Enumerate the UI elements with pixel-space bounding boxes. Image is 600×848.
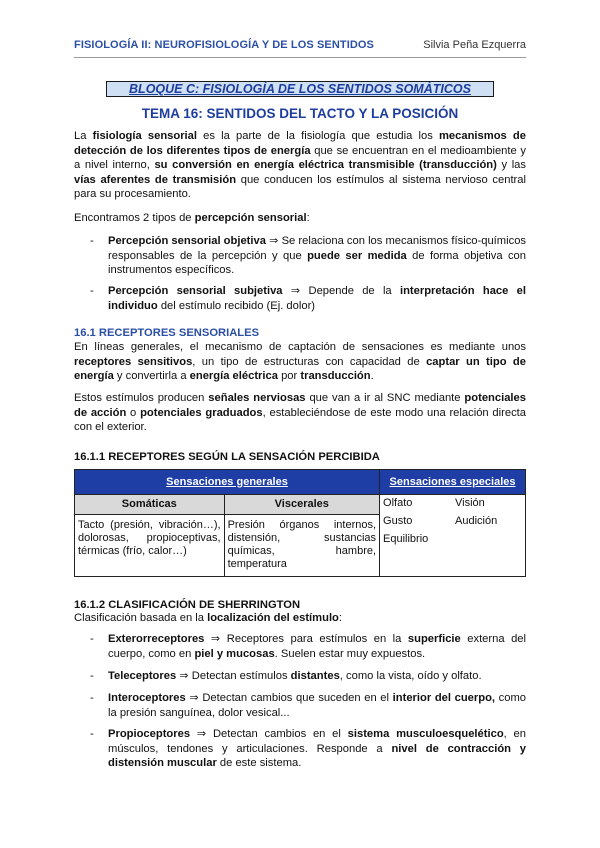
section-heading-16-1-1: 16.1.1 RECEPTORES SEGÚN LA SENSACIÓN PERCIBIDA [74, 451, 380, 463]
receptores-paragraph: En líneas generales, el mecanismo de captación de sensaciones es mediante unos receptores sensitivos, un tipo de estructuras con capacidad de captar un tipo de energía y convertirla a energía eléctrica por transducción. [74, 341, 526, 382]
sherrington-intro: Clasificación basada en la localización del estímulo: [74, 612, 343, 624]
header-sensaciones-generales: Sensaciones generales [75, 470, 380, 495]
cell-viscerales: Presión órganos internos, distensión, sustancias químicas, hambre, temperatura [224, 515, 379, 577]
list-item: - Propioceptores ⇒ Detectan cambios en el sistema musculoesquelético, en músculos, tendones y articulaciones. Responde a nivel de contracción y distensión muscular de este sistema. [90, 728, 526, 769]
header-somaticas: Somáticas [75, 495, 225, 515]
list-item: - Percepción sensorial subjetiva ⇒ Depende de la interpretación hace el individuo del estímulo recibido (Ej. dolor) [90, 285, 526, 312]
cell-especiales: Olfato Visión Gusto Audición Equilibrio [380, 495, 526, 577]
list-item: - Percepción sensorial objetiva ⇒ Se relaciona con los mecanismos físico-químicos responsables de la percepción y que puede ser medida de forma objetiva con instrumentos específicos. [90, 235, 527, 276]
intro-paragraph: La fisiología sensorial es la parte de la fisiología que estudia los mecanismos de detección de los diferentes tipos de energía que se encuentran en el medioambiente y a nivel interno, su conversión en energía eléctrica transmisible (transducción) y las vías aferentes de transmisión que conducen los estímulos al sistema nervioso central para su procesamiento. [74, 130, 527, 200]
header-viscerales: Viscerales [224, 495, 379, 515]
page-header [74, 36, 526, 58]
estimulos-paragraph: Estos estímulos producen señales nerviosas que van a ir al SNC mediante potenciales de acción o potenciales graduados, estableciéndose de este modo una relación directa con el exterior. [74, 392, 526, 433]
cell-somaticas: Tacto (presión, vibración…), dolorosas, propioceptivas, térmicas (frío, calor…) [75, 515, 225, 577]
bloque-title: BLOQUE C: FISIOLOGÍA DE LOS SENTIDOS SOMÁTICOS [106, 81, 494, 97]
header-sensaciones-especiales: Sensaciones especiales [380, 470, 526, 495]
list-item: - Exterorreceptores ⇒ Receptores para estímulos en la superficie externa del cuerpo, como en piel y mucosas. Suelen estar muy expuestos. [90, 633, 526, 660]
tema-title: TEMA 16: SENTIDOS DEL TACTO Y LA POSICIÓN [141, 106, 459, 121]
list-item: - Teleceptores ⇒ Detectan estímulos distantes, como la vista, oído y olfato. [90, 670, 482, 682]
header-course-title: FISIOLOGÍA II: NEUROFISIOLOGÍA Y DE LOS SENTIDOS [74, 39, 374, 51]
receptores-table [74, 469, 526, 577]
section-heading-16-1: 16.1 RECEPTORES SENSORIALES [74, 327, 260, 339]
tipos-intro: Encontramos 2 tipos de percepción sensorial: [74, 212, 310, 224]
header-author: Silvia Peña Ezquerra [423, 39, 526, 51]
section-heading-16-1-2: 16.1.2 CLASIFICACIÓN DE SHERRINGTON [74, 599, 301, 611]
list-item: - Interoceptores ⇒ Detectan cambios que suceden en el interior del cuerpo, como la presión sanguínea, dolor vesical... [90, 692, 527, 719]
